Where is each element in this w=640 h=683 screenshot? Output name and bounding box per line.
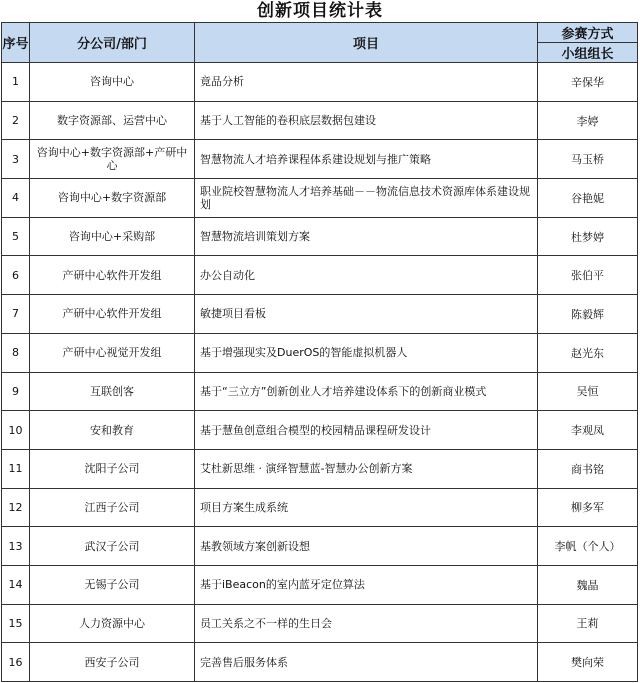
row-department: 江西子公司: [30, 488, 195, 527]
row-department: 咨询中心+采购部: [30, 217, 195, 256]
row-index: 11: [2, 449, 30, 488]
row-project: 完善售后服务体系: [195, 643, 538, 682]
row-project: 艾杜新思维 · 演绎智慧蓝-智慧办公创新方案: [195, 449, 538, 488]
table-body: [2, 63, 638, 682]
row-project: 基于增强现实及DuerOS的智能虚拟机器人: [195, 333, 538, 372]
table-row: [2, 372, 638, 411]
row-project: 智慧物流人才培养课程体系建设规划与推广策略: [195, 140, 538, 179]
row-department: 咨询中心: [30, 63, 195, 102]
row-leader: 吴恒: [538, 372, 638, 411]
table-row: [2, 411, 638, 450]
row-index: 9: [2, 372, 30, 411]
table-row: [2, 527, 638, 566]
row-project: 基教领域方案创新设想: [195, 527, 538, 566]
row-index: 6: [2, 256, 30, 295]
row-leader: 杜梦婷: [538, 217, 638, 256]
table-row: [2, 333, 638, 372]
row-index: 1: [2, 63, 30, 102]
row-index: 3: [2, 140, 30, 179]
row-leader: 柳多军: [538, 488, 638, 527]
row-department: 咨询中心+数字资源部+产研中心: [30, 140, 195, 179]
row-leader: 张伯平: [538, 256, 638, 295]
header-leader: 小组组长: [538, 43, 638, 63]
row-index: 8: [2, 333, 30, 372]
row-index: 2: [2, 101, 30, 140]
table-row: [2, 643, 638, 682]
page-title: 创新项目统计表: [257, 1, 383, 21]
row-leader: 樊向荣: [538, 643, 638, 682]
row-leader: 魏晶: [538, 565, 638, 604]
table-row: [2, 217, 638, 256]
table-row: [2, 295, 638, 334]
row-index: 12: [2, 488, 30, 527]
row-leader: 李帆（个人）: [538, 527, 638, 566]
row-project: 办公自动化: [195, 256, 538, 295]
row-index: 5: [2, 217, 30, 256]
row-department: 产研中心软件开发组: [30, 256, 195, 295]
row-index: 7: [2, 295, 30, 334]
table-row: [2, 604, 638, 643]
row-department: 数字资源部、运营中心: [30, 101, 195, 140]
row-leader: 辛保华: [538, 63, 638, 102]
header-department: 分公司/部门: [30, 23, 195, 63]
table-row: [2, 488, 638, 527]
table-row: [2, 63, 638, 102]
row-project: 竟品分析: [195, 63, 538, 102]
row-project: 基于“三立方”创新创业人才培养建设体系下的创新商业模式: [195, 372, 538, 411]
row-index: 10: [2, 411, 30, 450]
table-row: [2, 256, 638, 295]
row-project: 职业院校智慧物流人才培养基础－－物流信息技术资源库体系建设规划: [195, 179, 538, 218]
row-leader: 李观凤: [538, 411, 638, 450]
row-project: 员工关系之不一样的生日会: [195, 604, 538, 643]
project-table: [1, 22, 638, 682]
row-index: 16: [2, 643, 30, 682]
row-index: 4: [2, 179, 30, 218]
row-department: 互联创客: [30, 372, 195, 411]
row-index: 15: [2, 604, 30, 643]
row-department: 产研中心软件开发组: [30, 295, 195, 334]
row-index: 14: [2, 565, 30, 604]
row-leader: 赵光东: [538, 333, 638, 372]
row-department: 沈阳子公司: [30, 449, 195, 488]
row-leader: 谷艳妮: [538, 179, 638, 218]
row-department: 无锡子公司: [30, 565, 195, 604]
row-project: 基于慧鱼创意组合模型的校园精品课程研发设计: [195, 411, 538, 450]
row-project: 智慧物流培训策划方案: [195, 217, 538, 256]
table-row: [2, 101, 638, 140]
row-department: 西安子公司: [30, 643, 195, 682]
table-row: [2, 140, 638, 179]
header-index: 序号: [2, 23, 30, 63]
row-project: 基于iBeacon的室内蓝牙定位算法: [195, 565, 538, 604]
table-row: [2, 565, 638, 604]
row-department: 武汉子公司: [30, 527, 195, 566]
row-project: 敏捷项目看板: [195, 295, 538, 334]
table-row: [2, 179, 638, 218]
row-leader: 陈毅辉: [538, 295, 638, 334]
row-project: 基于人工智能的卷积底层数据包建设: [195, 101, 538, 140]
row-leader: 李婷: [538, 101, 638, 140]
header-project: 项目: [195, 23, 538, 63]
row-project: 项目方案生成系统: [195, 488, 538, 527]
row-leader: 马玉桥: [538, 140, 638, 179]
row-department: 人力资源中心: [30, 604, 195, 643]
row-department: 安和教育: [30, 411, 195, 450]
row-index: 13: [2, 527, 30, 566]
row-leader: 王莉: [538, 604, 638, 643]
table-row: [2, 449, 638, 488]
row-department: 咨询中心+数字资源部: [30, 179, 195, 218]
row-leader: 商书铭: [538, 449, 638, 488]
row-department: 产研中心视觉开发组: [30, 333, 195, 372]
header-participation: 参赛方式: [538, 23, 638, 43]
